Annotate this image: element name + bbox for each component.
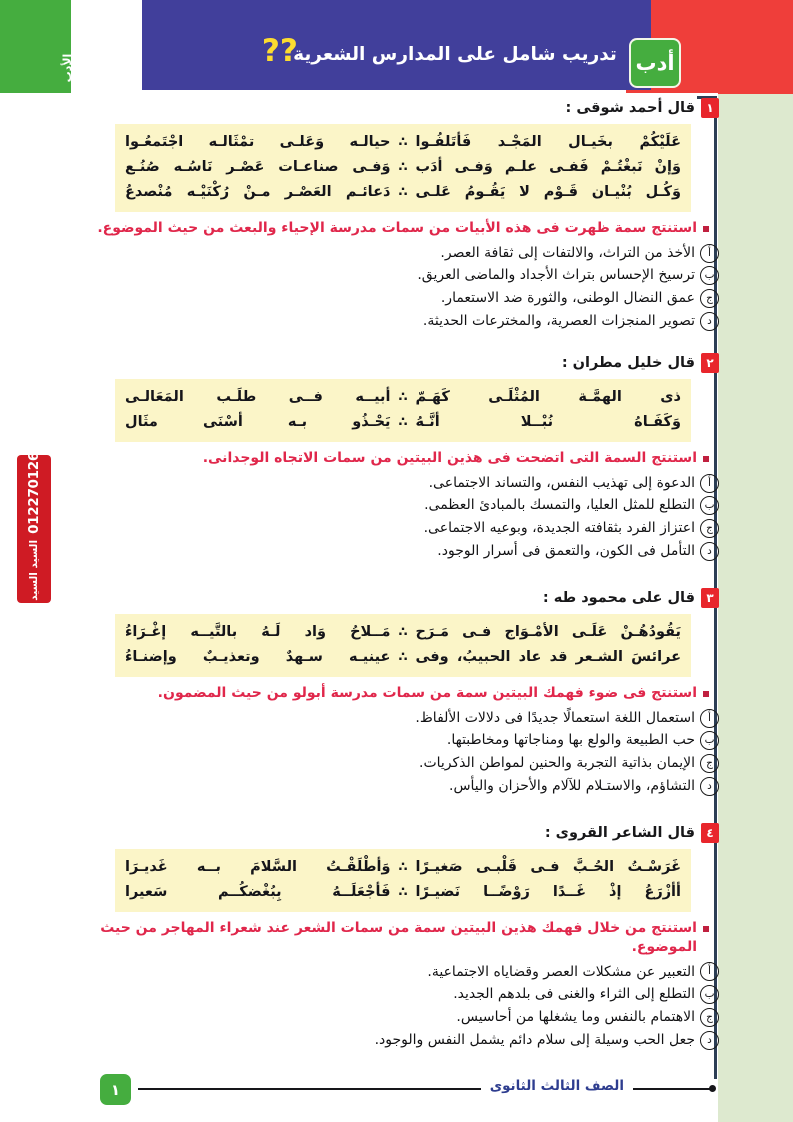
verse-hemistich-left: يَحْـذُو بـه أسْنَى مثَال	[124, 413, 391, 430]
option-item[interactable]	[79, 1006, 719, 1029]
option-text: استعمال اللغة استعمالًا جديدًا فى دلالات الألفاظ.	[415, 709, 695, 726]
option-letter-circle[interactable]: د	[700, 312, 719, 331]
option-letter-circle[interactable]: ج	[700, 1008, 719, 1027]
option-item[interactable]	[79, 983, 719, 1006]
verse-hemistich-left: حيالـه وَعَلـى تمْثَالـه اجْتَمعُـوا	[124, 134, 391, 150]
option-list	[79, 707, 719, 798]
page-footer	[0, 1072, 718, 1116]
option-text: الدعوة إلى تهذيب النفس، والتساند الاجتماعى.	[428, 474, 695, 491]
option-text: الأخذ من التراث، والالتفات إلى ثقافة العصر.	[440, 244, 695, 261]
page-title: تدريب شامل على المدارس الشعرية	[293, 44, 617, 65]
verse-hemistich-left: عينيـه سـهدٌ وتعذيـبٌ وإضنـاءُ	[124, 648, 391, 665]
question-prompt-text: استنتج من خلال فهمك هذين البيتين سمة من سمات الشعر عند شعراء المهاجر من حيث الموضوع.	[100, 919, 697, 955]
question-marks-icon: ؟؟	[262, 33, 298, 69]
question-prompt-text: استنتج فى ضوء فهمك البيتين سمة من سمات مدرسة أبولو من حيث المضمون.	[157, 684, 697, 701]
option-letter-circle[interactable]: د	[700, 542, 719, 561]
option-list	[79, 472, 719, 563]
verse-hemistich-left: وَفـى صناعـات عَصْـر نَاسُـه صُنُـع	[124, 158, 391, 175]
option-letter-circle[interactable]: أ	[700, 709, 719, 728]
verse-separator: ∴	[398, 414, 408, 430]
verse-separator: ∴	[398, 884, 408, 900]
option-text: عمق النضال الوطنى، والثورة ضد الاستعمار.	[440, 290, 695, 307]
option-item[interactable]	[79, 472, 719, 495]
verse-hemistich-right: وَكُـل بُنْيـان قَـوْم لا يَقُـومُ عَلـى	[415, 183, 681, 200]
option-item[interactable]	[79, 707, 719, 730]
verse-hemistich-left: مَــلاحُ وَاد لَـهُ بالتَّيــه إغْـرَاءُ	[124, 624, 391, 640]
verse-line	[125, 130, 681, 155]
question-block	[79, 97, 719, 332]
verse-line	[125, 385, 681, 410]
question-number-badge: ١	[701, 98, 719, 118]
option-letter-circle[interactable]: د	[700, 1031, 719, 1050]
option-text: الاهتمام بالنفس وما يشغلها من أحاسيس.	[456, 1009, 695, 1025]
option-item[interactable]	[79, 494, 719, 517]
option-letter-circle[interactable]: ب	[700, 731, 719, 750]
option-item[interactable]	[79, 775, 719, 798]
verse-hemistich-right: وَكَفَـاهُ نُبْــلا أنَّـهُ	[415, 413, 681, 430]
verse-hemistich-right: عرائسَ الشـعر قد عاد الحبيبُ، وفى	[415, 648, 681, 665]
footer-grade-label: الصف الثالث الثانوى	[481, 1078, 633, 1094]
option-letter-circle[interactable]: ب	[700, 985, 719, 1004]
verse-line	[125, 410, 681, 435]
verse-hemistich-left: فَأجْعَلَــهُ بِبُغْضكُــم سَعيرا	[124, 883, 391, 900]
verse-hemistich-left: أبيــه فــى طلَـب المَعَالـى	[124, 389, 391, 405]
option-item[interactable]	[79, 752, 719, 775]
question-attribution: قال أحمد شوقى :	[565, 100, 695, 116]
option-text: حب الطبيعة والولع بها ومناجاتها ومخاطبتها.	[446, 732, 695, 749]
option-item[interactable]	[79, 517, 719, 540]
option-text: التعبير عن مشكلات العصر وقضاياه الاجتماعية.	[427, 963, 695, 980]
square-bullet-icon	[703, 926, 709, 932]
question-prompt-text: استنتج السمة التى اتضحت فى هذين البيتين من سمات الاتجاه الوجدانى.	[202, 449, 697, 466]
question-number-badge: ٢	[701, 353, 719, 373]
option-item[interactable]	[79, 264, 719, 287]
option-letter-circle[interactable]: ج	[700, 289, 719, 308]
right-margin-band	[717, 0, 793, 1122]
option-item[interactable]	[79, 1029, 719, 1052]
verse-line	[125, 880, 681, 905]
verse-separator: ∴	[398, 649, 408, 665]
verse-separator: ∴	[398, 159, 408, 175]
verse-box	[115, 379, 691, 442]
verse-line	[125, 620, 681, 645]
option-letter-circle[interactable]: ب	[700, 496, 719, 515]
verse-line	[125, 180, 681, 205]
question-prompt	[79, 919, 709, 957]
verse-separator: ∴	[398, 860, 408, 875]
option-letter-circle[interactable]: ب	[700, 266, 719, 285]
option-text: ترسيخ الإحساس بتراث الأجداد والماضى العريق.	[417, 267, 695, 284]
option-letter-circle[interactable]: د	[700, 777, 719, 796]
verse-line	[125, 855, 681, 880]
verse-hemistich-left: دَعائـم العَصْـر مـنْ رُكْنَيْـه مُنْصدعُ	[124, 183, 391, 200]
option-text: التطلع للمثل العليا، والتمسك بالمبادئ العظمى.	[424, 497, 695, 514]
verse-hemistich-right: يَقُودُهُـنْ عَلَـى الأمْـوَاج فـى مَـرَح	[415, 624, 681, 640]
verse-line	[125, 645, 681, 670]
option-text: التطلع إلى الثراء والغنى فى بلدهم الجديد.	[453, 986, 695, 1003]
option-item[interactable]	[79, 540, 719, 563]
verse-box	[115, 124, 691, 212]
square-bullet-icon	[703, 691, 709, 697]
option-text: التأمل فى الكون، والتعمق فى أسرار الوجود.	[437, 542, 695, 559]
option-letter-circle[interactable]: أ	[700, 474, 719, 493]
question-header	[79, 822, 719, 844]
question-block	[79, 822, 719, 1051]
option-item[interactable]	[79, 242, 719, 265]
square-bullet-icon	[703, 226, 709, 232]
question-prompt	[79, 684, 709, 703]
footer-end-dot	[709, 1085, 716, 1092]
option-text: اعتزاز الفرد بثقافته الجديدة، وبوعيه الاجتماعى.	[423, 520, 695, 537]
verse-separator: ∴	[398, 135, 408, 150]
option-item[interactable]	[79, 287, 719, 310]
option-text: تصوير المنجزات العصرية، والمخترعات الحديثة.	[422, 312, 695, 329]
verse-separator: ∴	[398, 625, 408, 640]
question-number-badge: ٣	[701, 588, 719, 608]
option-text: جعل الحب وسيلة إلى سلام دائم يشمل النفس والوجود.	[374, 1031, 695, 1048]
verse-box	[115, 849, 691, 912]
verse-separator: ∴	[398, 390, 408, 405]
question-number-badge: ٤	[701, 823, 719, 843]
option-text: الإيمان بذاتية التجربة والحنين لمواطن الذكريات.	[419, 755, 695, 772]
question-prompt-text: استنتج سمة ظهرت فى هذه الأبيات من سمات مدرسة الإحياء والبعث من حيث الموضوع.	[97, 219, 697, 236]
verse-line	[125, 155, 681, 180]
option-item[interactable]	[79, 729, 719, 752]
subject-badge: أدب	[629, 38, 681, 88]
question-block	[79, 352, 719, 562]
question-header	[79, 352, 719, 374]
side-tab-label: الأدب	[61, 53, 74, 83]
option-letter-circle[interactable]: أ	[700, 244, 719, 263]
question-attribution: قال الشاعر القروى :	[544, 825, 695, 841]
option-list	[79, 242, 719, 333]
option-list	[79, 961, 719, 1052]
verse-hemistich-right: وَإنْ نَبغْتُـمْ فَفـى علـم وَفـى أدَب	[415, 158, 681, 175]
contact-watermark-tag	[17, 433, 51, 625]
verse-separator: ∴	[398, 184, 408, 200]
footer-page-number: ١	[100, 1074, 131, 1105]
option-letter-circle[interactable]: ج	[700, 754, 719, 773]
question-header	[79, 587, 719, 609]
question-attribution: قال على محمود طه :	[542, 590, 695, 606]
option-letter-circle[interactable]: ج	[700, 519, 719, 538]
question-prompt	[79, 449, 709, 468]
verse-hemistich-right: غَرَسْـتُ الحُـبَّ فـى قَلْبـى صَغيـرًا	[415, 859, 681, 875]
verse-hemistich-right: ذى الهمَّـة المُثْلَـى كَهَـمّ	[415, 389, 681, 405]
square-bullet-icon	[703, 456, 709, 462]
question-block	[79, 587, 719, 797]
contact-phone: 01227012607	[26, 433, 42, 534]
option-text: التشاؤم، والاستـلام للآلام والأحزان واليأس.	[449, 777, 695, 794]
question-prompt	[79, 219, 709, 238]
verse-hemistich-right: أأزْرَعُ إذْ غَــدًا رَوْضًــا نَضيـرًا	[415, 883, 681, 900]
contact-name: السيد السيد اوى	[28, 539, 40, 625]
question-header	[79, 97, 719, 119]
option-item[interactable]	[79, 310, 719, 333]
question-attribution: قال خليل مطران :	[561, 355, 695, 371]
option-letter-circle[interactable]: أ	[700, 962, 719, 981]
verse-hemistich-right: عَلَيْكُمْ بخَيـال المَجْـد فَأتَلفُـوا	[415, 134, 681, 150]
option-item[interactable]	[79, 961, 719, 984]
verse-box	[115, 614, 691, 677]
verse-hemistich-left: وَأطْلَقْـتُ السَّلامَ بــه غَديـرَا	[124, 859, 391, 875]
